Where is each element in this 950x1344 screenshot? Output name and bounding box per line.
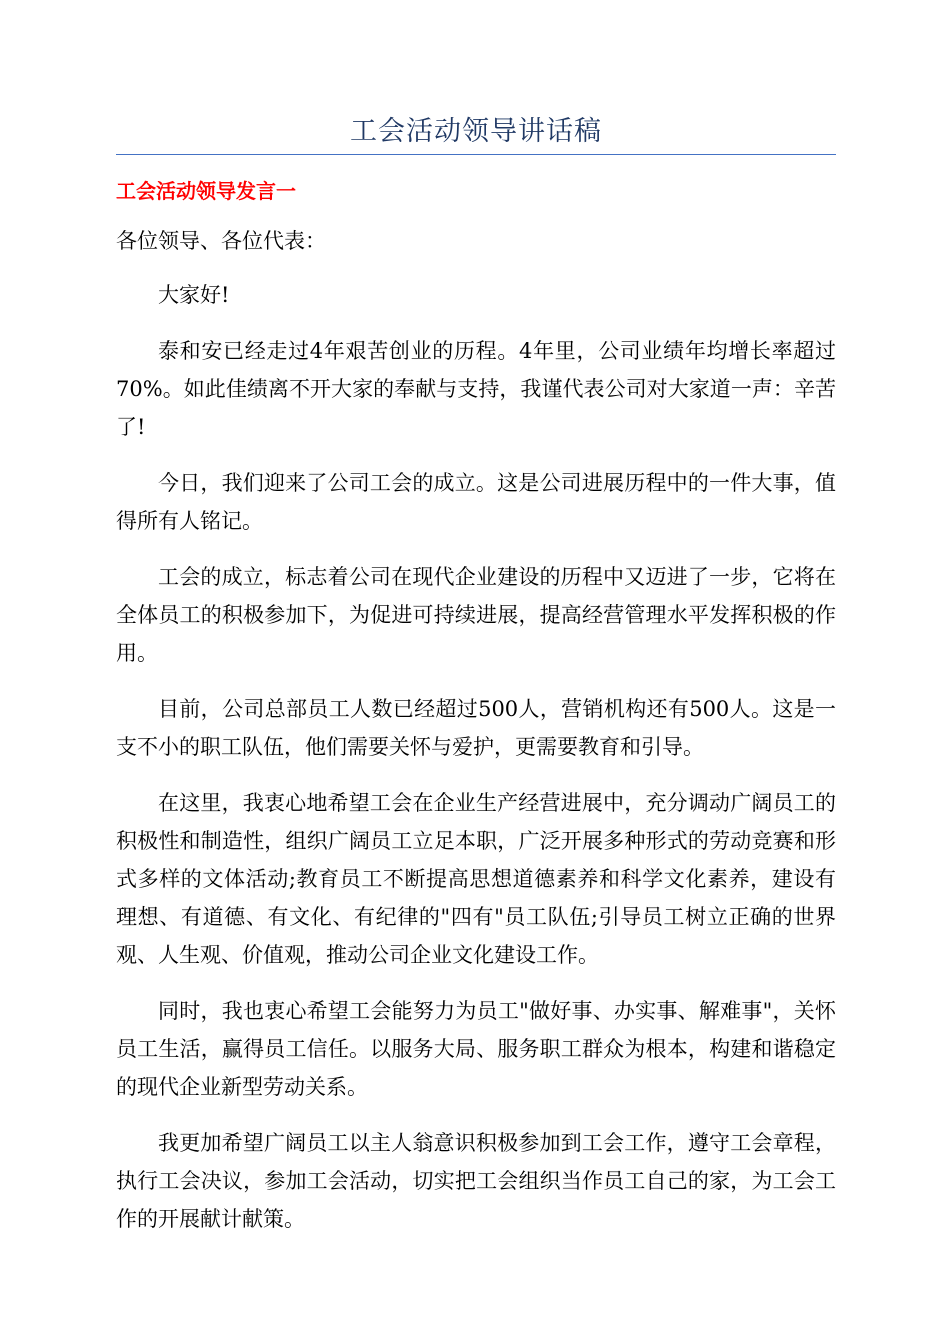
section-heading: 工会活动领导发言一 bbox=[116, 179, 296, 203]
greeting-line: 各位领导、各位代表： bbox=[116, 229, 326, 253]
document-title: 工会活动领导讲话稿 bbox=[350, 116, 602, 147]
paragraph: 泰和安已经走过4年艰苦创业的历程。4年里，公司业绩年均增长率超过70%。如此佳绩离不开大家的奉献与支持，我谨代表公司对大家道一声：辛苦了! bbox=[116, 339, 836, 439]
paragraph: 同时，我也衷心希望工会能努力为员工"做好事、办实事、解难事"，关怀员工生活，赢得员工信任。以服务大局、服务职工群众为根本，构建和谐稳定的现代企业新型劳动关系。 bbox=[116, 999, 836, 1099]
paragraph: 工会的成立，标志着公司在现代企业建设的历程中又迈进了一步，它将在全体员工的积极参加下，为促进可持续进展，提高经营管理水平发挥积极的作用。 bbox=[116, 565, 836, 665]
title-underline-rule bbox=[116, 154, 836, 155]
paragraph: 目前，公司总部员工人数已经超过500人，营销机构还有500人。这是一支不小的职工队伍，他们需要关怀与爱护，更需要教育和引导。 bbox=[116, 697, 836, 759]
paragraph: 大家好! bbox=[158, 283, 230, 307]
paragraph: 今日，我们迎来了公司工会的成立。这是公司进展历程中的一件大事，值得所有人铭记。 bbox=[116, 471, 836, 533]
paragraph: 在这里，我衷心地希望工会在企业生产经营进展中，充分调动广阔员工的积极性和制造性，组织广阔员工立足本职，广泛开展多种形式的劳动竞赛和形式多样的文体活动;教育员工不断提高思想道德素养和科学文化素养，建设有理想、有道德、有文化、有纪律的"四有"员工队伍;引导员工树立正确的世界观、人生观、价值观，推动公司企业文化建设工作。 bbox=[116, 791, 836, 967]
document-body bbox=[116, 222, 836, 1256]
paragraph: 我更加希望广阔员工以主人翁意识积极参加到工会工作，遵守工会章程，执行工会决议，参加工会活动，切实把工会组织当作员工自己的家，为工会工作的开展献计献策。 bbox=[116, 1131, 836, 1231]
